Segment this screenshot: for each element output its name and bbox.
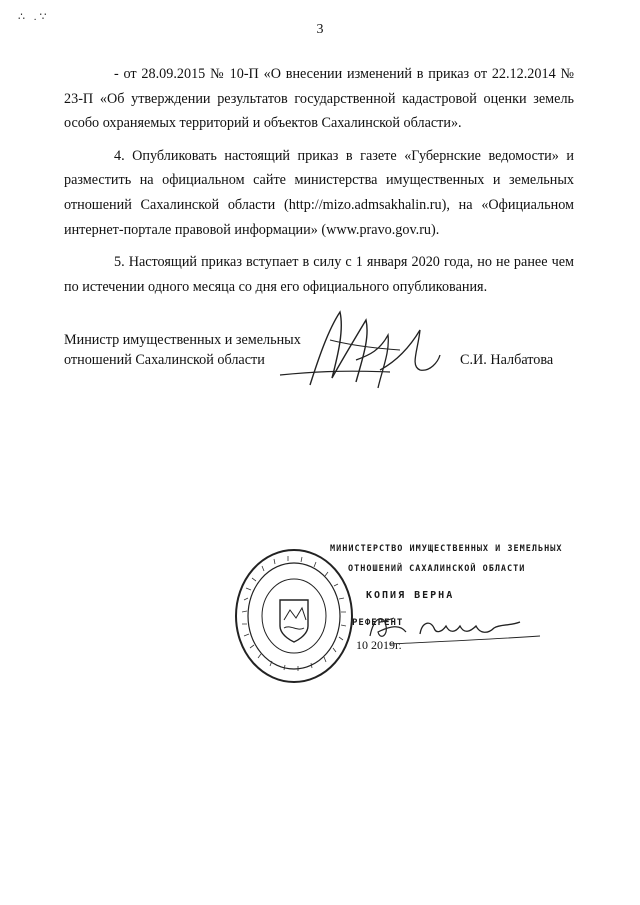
scan-marks: ∴ .∵ <box>18 11 50 23</box>
signatory-title-line1: Министр имущественных и земельных <box>64 332 301 348</box>
stamp-ministry-line: МИНИСТЕРСТВО ИМУЩЕСТВЕННЫХ И ЗЕМЕЛЬНЫХ <box>330 544 563 554</box>
certification-stamp <box>230 540 563 700</box>
official-seal <box>230 540 360 690</box>
signatory-title-line2: отношений Сахалинской области <box>64 352 265 368</box>
stamp-region-line: ОТНОШЕНИЙ САХАЛИНСКОЙ ОБЛАСТИ <box>348 564 526 574</box>
document-body <box>64 62 574 307</box>
stamp-referent: РЕФЕРЕНТ <box>352 618 404 628</box>
paragraph-amendment: - от 28.09.2015 № 10-П «О внесении изменений в приказ от 22.12.2014 № 23-П «Об утверждении результатов государственной кадастровой оценки земель особо охраняемых территорий и объектов Сахалинской области». <box>64 66 574 132</box>
stamp-date: 10 2019г. <box>356 638 402 652</box>
page-number: 3 <box>316 22 324 37</box>
paragraph-effective-date: 5. Настоящий приказ вступает в силу с 1 января 2020 года, но не ранее чем по истечении одного месяца со дня его официального опубликования. <box>64 254 574 295</box>
stamp-copy-certified: КОПИЯ ВЕРНА <box>366 590 455 601</box>
stamp-handwritten-signature <box>360 596 560 656</box>
paragraph-publish: 4. Опубликовать настоящий приказ в газете «Губернские ведомости» и разместить на официальном сайте министерства имущественных и земельных отношений Сахалинской области (http://mizo.admsakhalin.ru), на «Официальном интернет-портале правовой информации» (www.pravo.gov.ru). <box>64 147 574 238</box>
handwritten-signature <box>270 300 460 400</box>
signatory-name: С.И. Налбатова <box>460 352 554 368</box>
